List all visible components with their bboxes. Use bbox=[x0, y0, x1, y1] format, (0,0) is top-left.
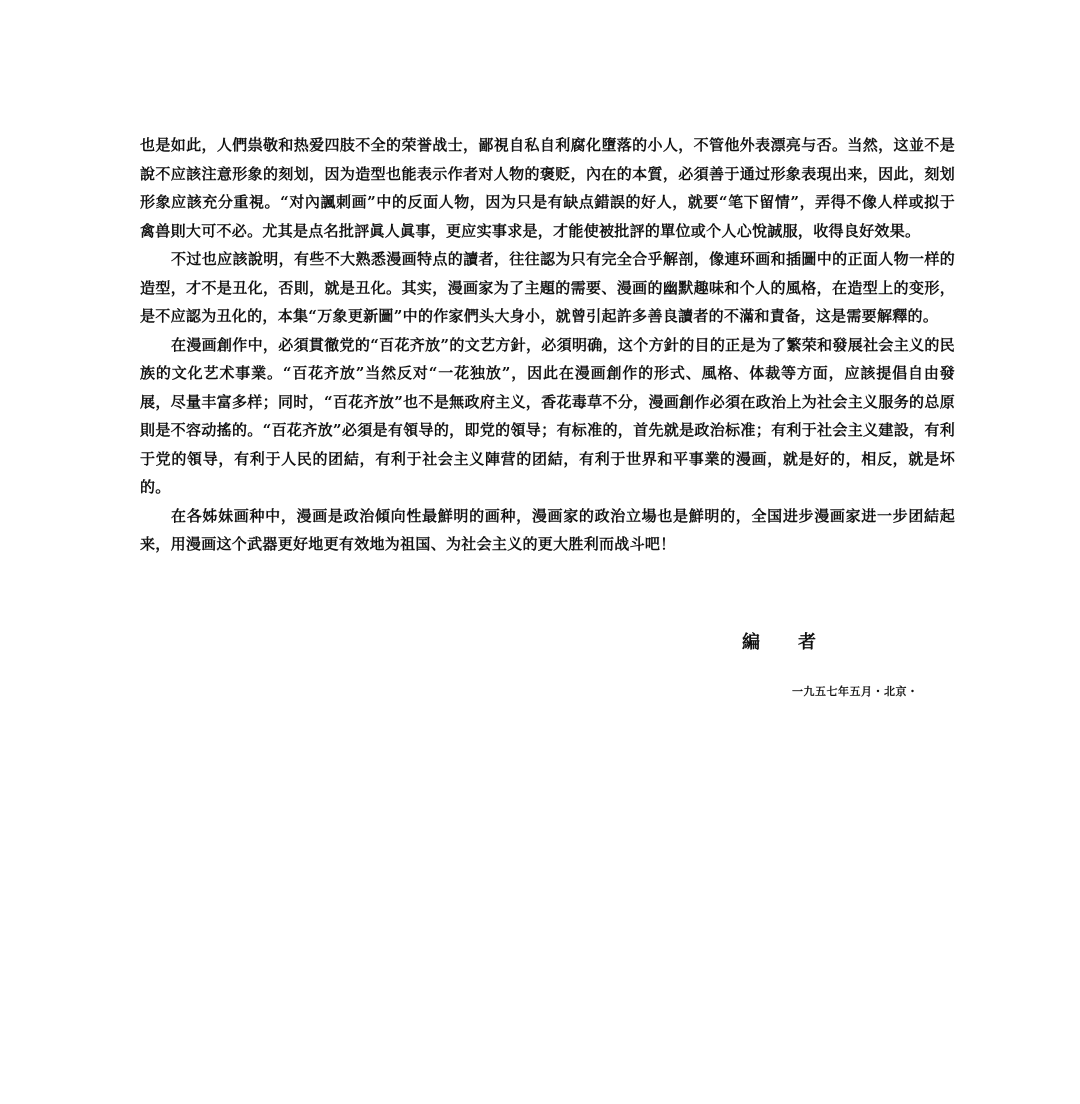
signature-char-2: 者 bbox=[798, 632, 816, 653]
body-text bbox=[140, 131, 955, 559]
signature-char-1: 編 bbox=[742, 632, 760, 653]
paragraph-4: 在各姊妹画种中，漫画是政治傾向性最鮮明的画种，漫画家的政治立場也是鮮明的，全国进步漫画家进一步团結起来，用漫画这个武器更好地更有效地为祖国、为社会主义的更大胜利而战斗吧！ bbox=[140, 506, 955, 553]
paragraph-3: 在漫画創作中，必須貫徹党的“百花齐放”的文艺方針，必須明确，这个方針的目的正是为了繁荣和發展社会主义的民族的文化艺术事業。“百花齐放”当然反对“一花独放”，因此在漫画創作的形式、風格、体裁等方面，应該提倡自由發展，尽量丰富多样；同时，“百花齐放”也不是無政府主义，香花毒草不分，漫画創作必須在政治上为社会主义服务的总原則是不容动搖的。“百花齐放”必須是有領导的，即党的領导；有标准的，首先就是政治标准；有利于社会主义建設，有利于党的領导，有利于人民的团結，有利于社会主义陣营的团結，有利于世界和平事業的漫画，就是好的，相反，就是坏的。 bbox=[140, 335, 955, 496]
paragraph-2: 不过也应該說明，有些不大熟悉漫画特点的讀者，往往認为只有完全合乎解剖，像連环画和插圖中的正面人物一样的造型，才不是丑化，否則，就是丑化。其实，漫画家为了主題的需要、漫画的幽默趣味和个人的風格，在造型上的变形，是不应認为丑化的，本集“万象更新圖”中的作家們头大身小，就曾引起許多善良讀者的不滿和責备，这是需要解釋的。 bbox=[140, 250, 955, 325]
dateline: 一九五七年五月・北京・ bbox=[792, 685, 919, 698]
paragraph-1: 也是如此，人們祟敬和热爱四肢不全的荣誉战士，鄙視自私自利腐化墮落的小人，不管他外表漂亮与否。当然，这並不是說不应該注意形象的刻划，因为造型也能表示作者对人物的褒贬，內在的本質，必須善于通过形象表現出来，因此，刻划形象应該充分重視。“对內諷刺画”中的反面人物，因为只是有缺点錯誤的好人，就要“笔下留情”，弄得不像人样或拟于禽兽則大可不必。尤其是点名批評眞人眞事，更应实事求是，才能使被批評的單位或个人心悅誠服，收得良好效果。 bbox=[140, 136, 955, 240]
editor-signature bbox=[742, 628, 816, 654]
